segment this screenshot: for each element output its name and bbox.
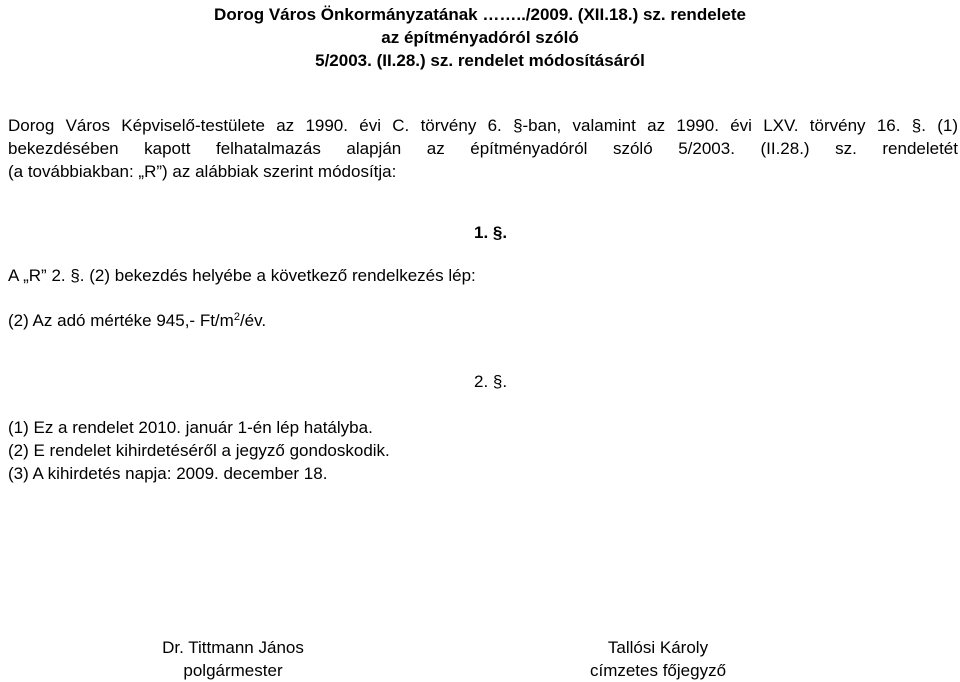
document-title-line1: Dorog Város Önkormányzatának ……../2009. (XII.18.) sz. rendelete (214, 5, 746, 24)
section2-item-3: (3) A kihirdetés napja: 2009. december 18. (8, 464, 328, 483)
rate-prefix: (2) Az adó mértéke 945,- Ft/m (8, 311, 234, 330)
preamble-line1: Dorog Város Képviselő-testülete az 1990. évi C. törvény 6. §-ban, valamint az 1990. évi LXV. törvény 16. §. (1) (8, 116, 958, 135)
section1-heading: 1. §. (474, 223, 508, 242)
rate-suffix: /év. (239, 311, 267, 330)
signature-left-title: polgármester (183, 661, 283, 680)
preamble-line3: (a továbbiakban: „R”) az alábbiak szerint módosítja: (8, 162, 397, 181)
signature-right-name: Tallósi Károly (607, 638, 709, 657)
signature-right-title: címzetes főjegyző (589, 661, 727, 680)
signature-left-name: Dr. Tittmann János (162, 638, 304, 657)
document-title-line3: 5/2003. (II.28.) sz. rendelet módosításáról (315, 51, 645, 70)
section1-rate (8, 309, 958, 332)
rate-superscript: 2 (233, 311, 240, 323)
section2-heading: 2. §. (474, 372, 508, 391)
section2-item-2: (2) E rendelet kihirdetéséről a jegyző gondoskodik. (8, 441, 390, 460)
preamble-line2: bekezdésében kapott felhatalmazás alapján az építményadóról szóló 5/2003. (II.28.) sz. rendeletét (8, 139, 958, 158)
section1-intro: A „R” 2. §. (2) bekezdés helyébe a következő rendelkezés lép: (8, 266, 476, 285)
document-title-line2: az építményadóról szóló (381, 28, 579, 47)
section2-item-1: (1) Ez a rendelet 2010. január 1-én lép hatályba. (8, 418, 373, 437)
